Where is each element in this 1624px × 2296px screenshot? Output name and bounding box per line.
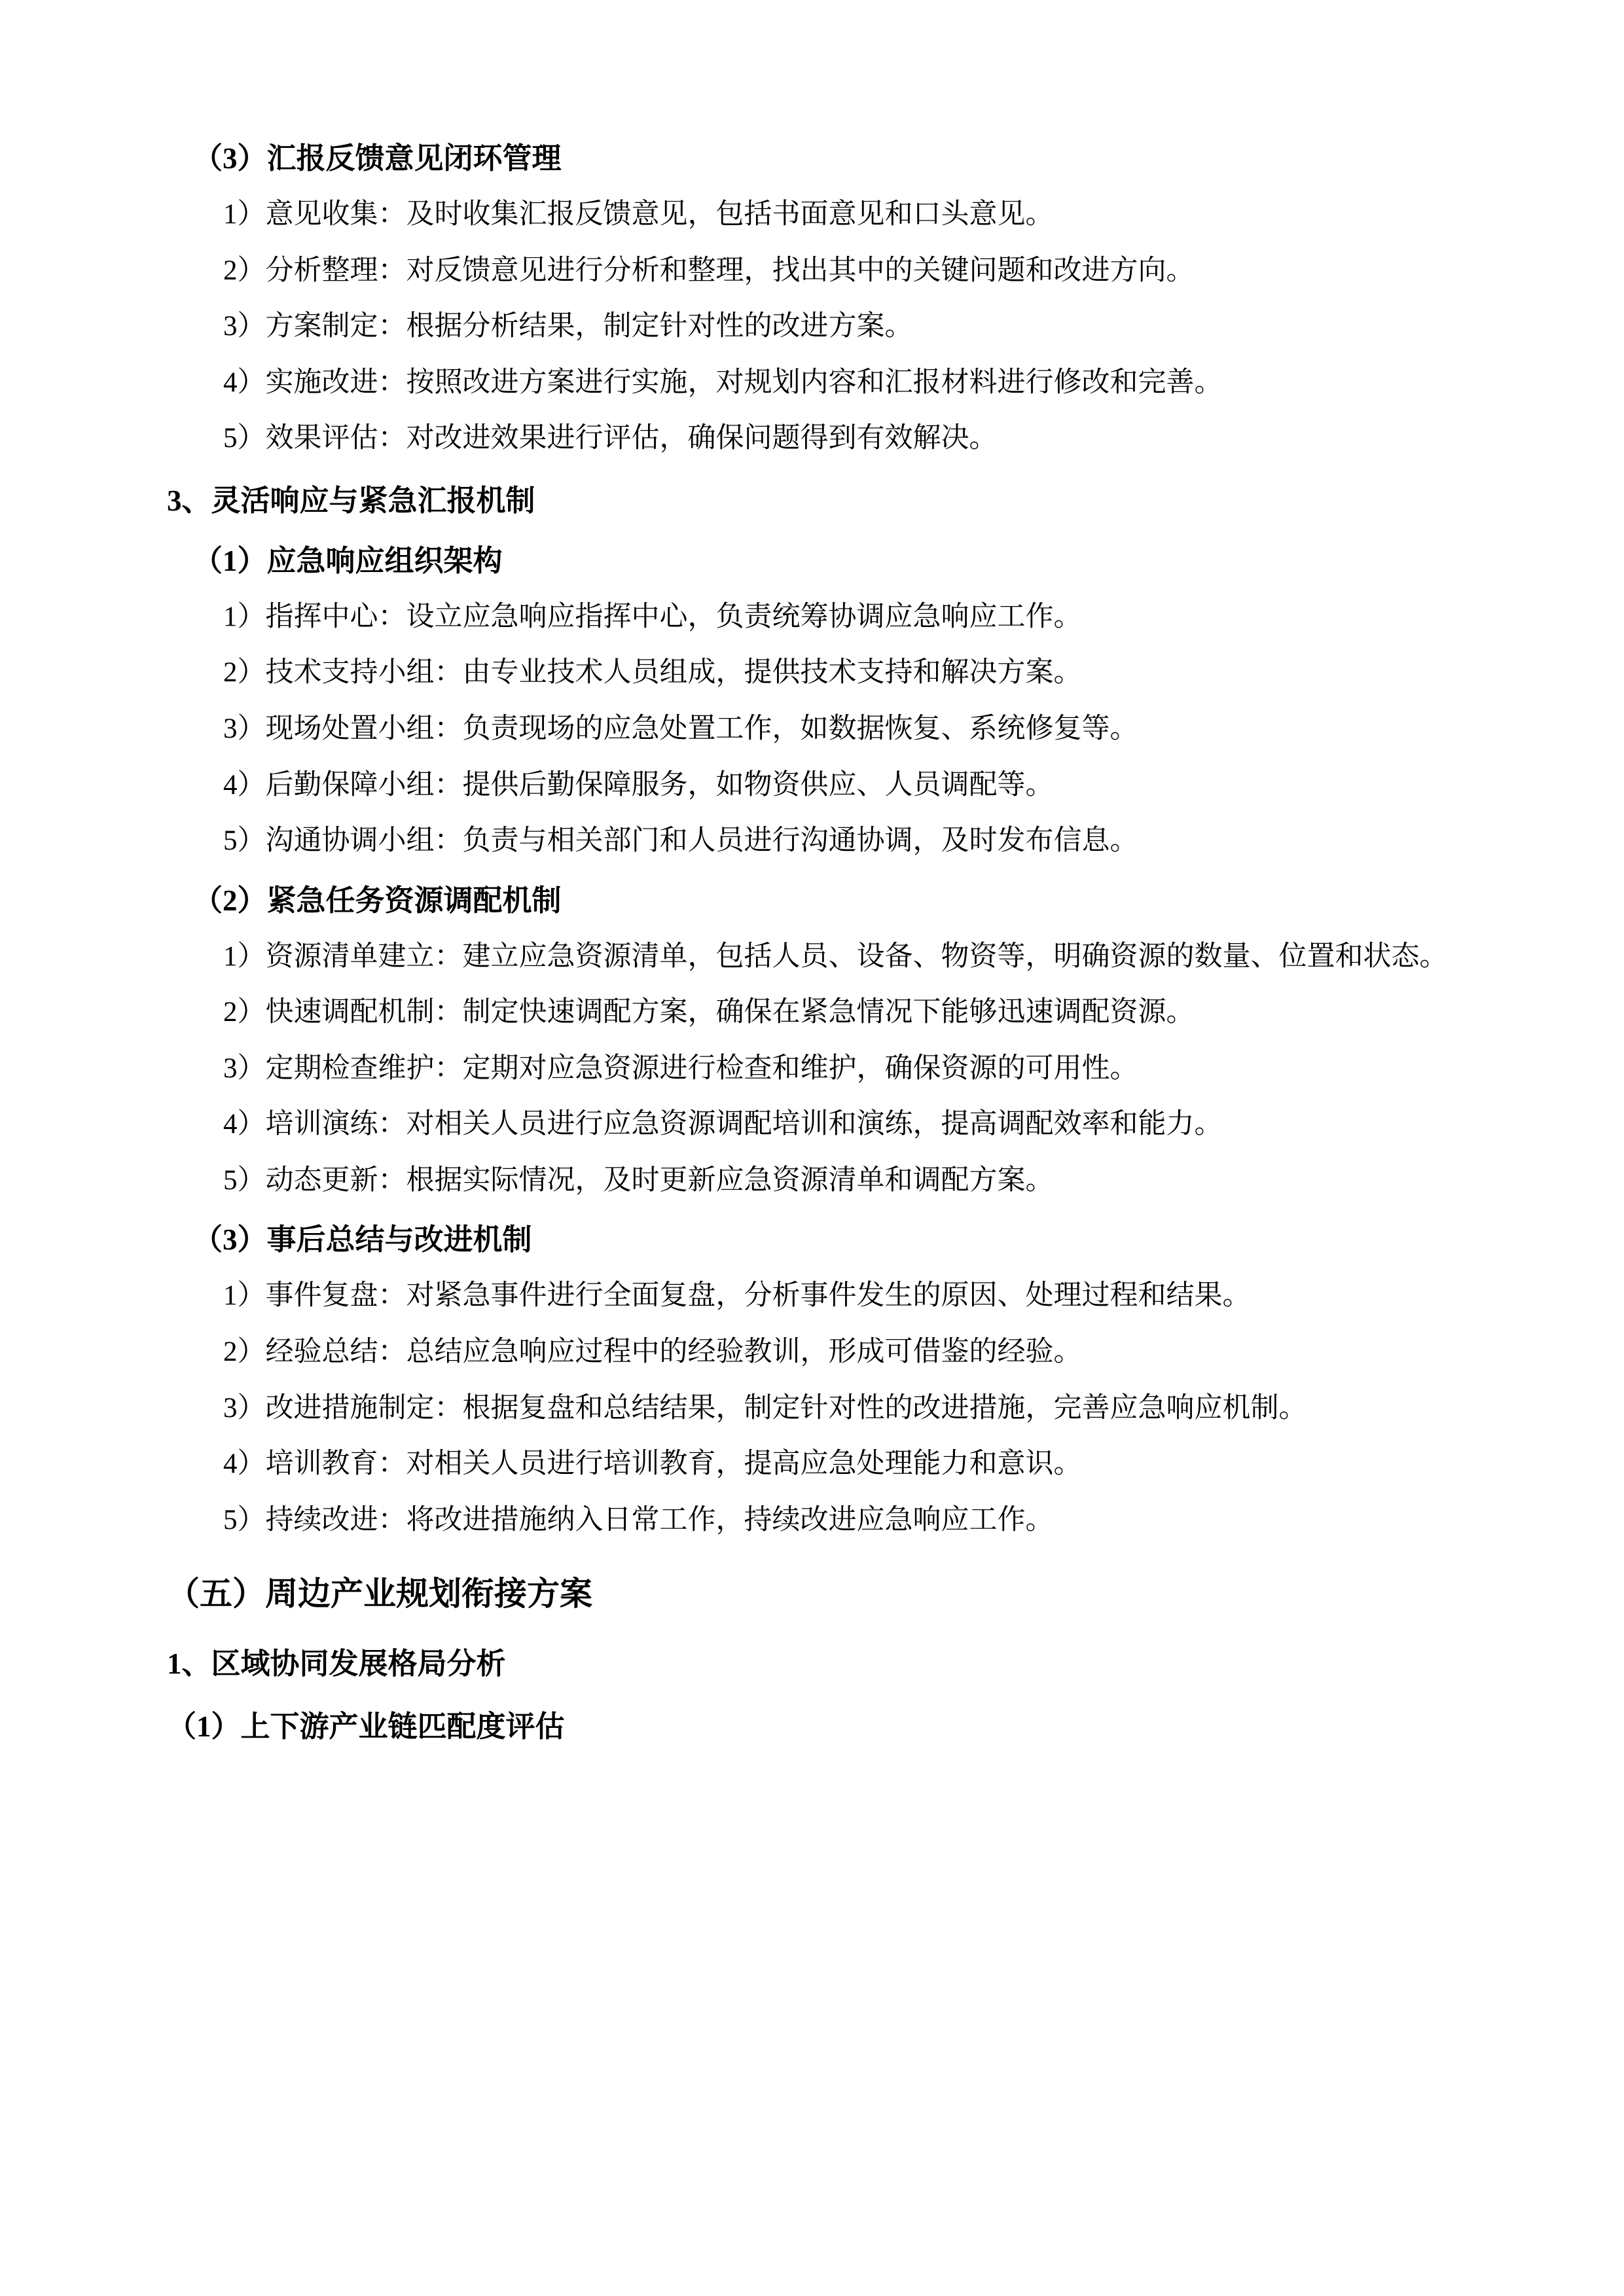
list-item: 5）沟通协调小组：负责与相关部门和人员进行沟通协调，及时发布信息。 — [223, 825, 1138, 857]
list-item: 2）快速调配机制：制定快速调配方案，确保在紧急情况下能够迅速调配资源。 — [223, 997, 1195, 1028]
section-heading: （2）紧急任务资源调配机制 — [193, 884, 562, 917]
list-item: 3）定期检查维护：定期对应急资源进行检查和维护，确保资源的可用性。 — [223, 1052, 1138, 1084]
list-item: 5）效果评估：对改进效果进行评估，确保问题得到有效解决。 — [223, 423, 998, 454]
list-item: 1）指挥中心：设立应急响应指挥中心，负责统筹协调应急响应工作。 — [223, 601, 1082, 632]
section-heading: （1）上下游产业链匹配度评估 — [167, 1710, 565, 1744]
list-item: 2）技术支持小组：由专业技术人员组成，提供技术支持和解决方案。 — [223, 657, 1082, 689]
section-heading: 1、区域协同发展格局分析 — [167, 1647, 506, 1681]
list-item: 5）动态更新：根据实际情况，及时更新应急资源清单和调配方案。 — [223, 1164, 1054, 1196]
section-heading: （3）汇报反馈意见闭环管理 — [193, 142, 562, 175]
section-heading: （五）周边产业规划衔接方案 — [167, 1575, 592, 1613]
section-heading: 3、灵活响应与紧急汇报机制 — [167, 484, 535, 517]
list-item: 1）资源清单建立：建立应急资源清单，包括人员、设备、物资等，明确资源的数量、位置和状态。 — [223, 941, 1448, 972]
section-heading: （3）事后总结与改进机制 — [193, 1223, 532, 1257]
list-item: 4）培训演练：对相关人员进行应急资源调配培训和演练，提高调配效率和能力。 — [223, 1109, 1223, 1140]
list-item: 4）实施改进：按照改进方案进行实施，对规划内容和汇报材料进行修改和完善。 — [223, 367, 1223, 398]
list-item: 3）现场处置小组：负责现场的应急处置工作，如数据恢复、系统修复等。 — [223, 713, 1138, 744]
document-body — [167, 132, 1457, 1753]
list-item: 2）经验总结：总结应急响应过程中的经验教训，形成可借鉴的经验。 — [223, 1336, 1082, 1367]
list-item: 2）分析整理：对反馈意见进行分析和整理，找出其中的关键问题和改进方向。 — [223, 255, 1195, 286]
list-item: 4）培训教育：对相关人员进行培训教育，提高应急处理能力和意识。 — [223, 1448, 1082, 1480]
list-item: 3）改进措施制定：根据复盘和总结结果，制定针对性的改进措施，完善应急响应机制。 — [223, 1392, 1307, 1424]
list-item: 1）事件复盘：对紧急事件进行全面复盘，分析事件发生的原因、处理过程和结果。 — [223, 1280, 1251, 1312]
list-item: 4）后勤保障小组：提供后勤保障服务，如物资供应、人员调配等。 — [223, 769, 1054, 800]
list-item: 1）意见收集：及时收集汇报反馈意见，包括书面意见和口头意见。 — [223, 199, 1054, 230]
list-item: 5）持续改进：将改进措施纳入日常工作，持续改进应急响应工作。 — [223, 1504, 1054, 1535]
section-heading: （1）应急响应组织架构 — [193, 544, 503, 577]
list-item: 3）方案制定：根据分析结果，制定针对性的改进方案。 — [223, 311, 913, 342]
